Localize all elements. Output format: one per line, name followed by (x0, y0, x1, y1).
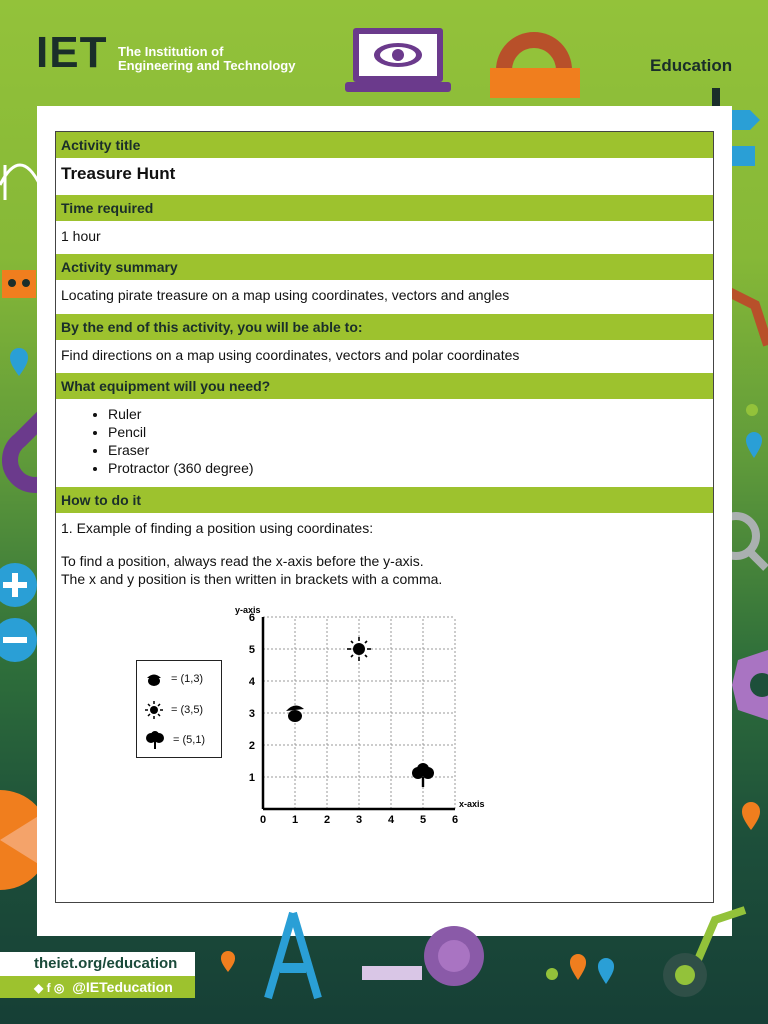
x-tick-label: 3 (355, 814, 363, 826)
acorn-icon (286, 705, 304, 722)
equipment-list-container (56, 405, 713, 477)
x-tick-label: 1 (291, 814, 299, 826)
legend-text: = (3,5) (171, 704, 204, 716)
coordinate-chart (226, 605, 496, 826)
section-title: Education (650, 56, 733, 75)
iet-logo: IET (36, 28, 108, 77)
y-tick-label: 6 (248, 612, 255, 624)
scooter-icon (655, 900, 755, 1005)
instruction-line-1: To find a position, always read the x-axis before the y-axis. (61, 553, 424, 569)
coordinate-legend (136, 660, 222, 758)
tree-icon (412, 763, 434, 787)
bridge-icon (0, 145, 40, 205)
y-tick-label: 2 (248, 740, 255, 752)
social-icons: ◆ f ◎ (34, 981, 65, 995)
tree-icon (145, 731, 165, 749)
activity-summary-label: Activity summary (56, 254, 713, 280)
x-tick-label: 5 (419, 814, 427, 826)
org-name-line2: Engineering and Technology (118, 58, 296, 73)
compass-tool-icon (258, 908, 328, 1003)
location-pin-icon (740, 800, 762, 832)
map-pins-icon (540, 950, 630, 990)
time-required-value: 1 hour (61, 228, 101, 244)
tape-measure-icon (362, 926, 492, 986)
legend-text: = (1,3) (171, 673, 204, 685)
location-pin-icon (218, 950, 238, 974)
org-name (118, 45, 295, 73)
activity-title: Treasure Hunt (61, 164, 176, 183)
legend-row (145, 731, 205, 749)
equipment-item: • Pencil (108, 423, 713, 441)
equipment-item: • Eraser (108, 441, 713, 459)
legend-text: = (5,1) (173, 734, 206, 746)
x-axis-label: x-axis (459, 799, 485, 809)
equipment-label: What equipment will you need? (56, 373, 713, 399)
activity-summary-text: Locating pirate treasure on a map using coordinates, vectors and angles (61, 287, 510, 303)
how-to-label: How to do it (56, 487, 713, 513)
sun-icon (145, 701, 163, 719)
y-tick-label: 3 (248, 708, 255, 720)
instruction-line-2: The x and y position is then written in brackets with a comma. (61, 571, 443, 587)
location-pin-icon (8, 346, 30, 378)
x-tick-label: 0 (259, 814, 267, 826)
hex-nut-icon (732, 650, 768, 720)
pie-chart-icon (0, 785, 40, 895)
learning-outcome-label: By the end of this activity, you will be able to: (56, 314, 713, 340)
activity-title-label: Activity title (56, 132, 713, 158)
x-tick-label: 2 (323, 814, 331, 826)
social-handle: @IETeducation (72, 979, 173, 995)
footer-social[interactable] (0, 976, 195, 998)
org-name-line1: The Institution of (118, 44, 224, 59)
protractor-icon (486, 28, 582, 100)
laptop-eye-icon (345, 26, 451, 96)
legend-row (145, 671, 203, 687)
footer-url[interactable]: theiet.org/education (0, 952, 195, 976)
math-symbols-icon (0, 560, 40, 670)
sun-icon (347, 637, 371, 661)
y-axis-label: y-axis (235, 605, 261, 615)
acorn-icon (145, 671, 163, 687)
map-pins-icon (740, 400, 768, 460)
y-tick-label: 5 (248, 644, 255, 656)
y-tick-label: 4 (248, 676, 255, 688)
equipment-item: • Protractor (360 degree) (108, 459, 713, 477)
learning-outcome-text: Find directions on a map using coordinates, vectors and polar coordinates (61, 347, 520, 363)
x-tick-label: 4 (387, 814, 395, 826)
step-1-text: 1. Example of finding a position using coordinates: (61, 520, 374, 536)
time-required-label: Time required (56, 195, 713, 221)
legend-row (145, 701, 203, 719)
activity-card (55, 131, 714, 903)
equipment-item: • Ruler (108, 405, 713, 423)
x-tick-label: 6 (451, 814, 459, 826)
y-tick-label: 1 (248, 772, 255, 784)
equipment-list (61, 405, 713, 477)
